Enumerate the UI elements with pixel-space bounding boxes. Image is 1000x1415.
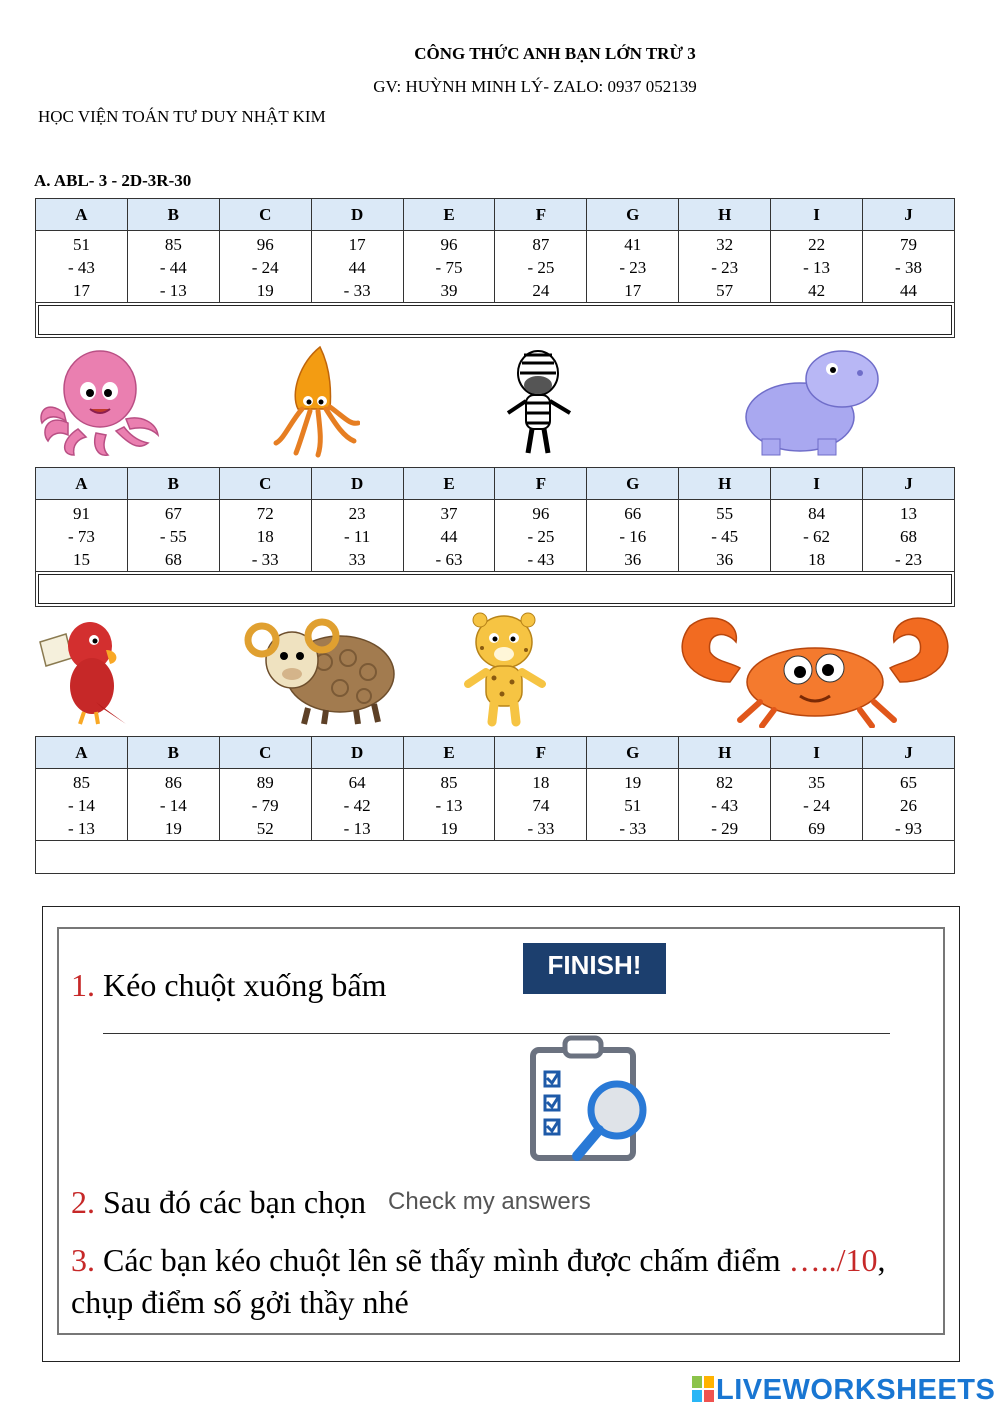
crab-image [670, 612, 960, 728]
number-value: 19 [440, 819, 458, 838]
number-value: - 33 [251, 550, 279, 569]
number-value: - 13 [159, 281, 187, 300]
number-value: 72 [256, 504, 274, 523]
column-header-d: D [311, 737, 403, 769]
number-value: 68 [900, 527, 917, 546]
exercise-table-3 [35, 736, 955, 874]
number-value: - 42 [343, 796, 371, 815]
number-value: 18 [532, 773, 550, 792]
number-cell-f [495, 231, 587, 303]
number-value: 19 [624, 773, 642, 792]
number-value: - 75 [435, 258, 463, 277]
number-value: 32 [716, 235, 734, 254]
number-value: - 24 [251, 258, 279, 277]
number-cell-b [127, 231, 219, 303]
clipboard-check-icon [525, 1032, 655, 1167]
number-value: 96 [532, 504, 550, 523]
number-value: - 25 [527, 258, 555, 277]
number-value: 52 [256, 819, 274, 838]
number-value: - 13 [435, 796, 463, 815]
number-value: 26 [900, 796, 917, 815]
number-value: 24 [532, 281, 550, 300]
school-name: HỌC VIỆN TOÁN TƯ DUY NHẬT KIM [38, 107, 326, 126]
step-2-number: 2. [71, 1184, 95, 1220]
column-header-e: E [403, 199, 495, 231]
number-value: - 23 [619, 258, 647, 277]
answer-input-1[interactable] [38, 305, 952, 335]
column-header-h: H [679, 199, 771, 231]
column-header-b: B [127, 199, 219, 231]
step-2-text: Sau đó các bạn chọn [103, 1184, 367, 1220]
column-header-f: F [495, 737, 587, 769]
number-value: 85 [72, 773, 90, 792]
step-3-text: Các bạn kéo chuột lên sẽ thấy mình được chấm điểm [103, 1242, 781, 1278]
number-value: - 23 [895, 550, 922, 569]
number-cell-a [36, 231, 128, 303]
number-cell-c [219, 769, 311, 841]
step-1-number: 1. [71, 967, 95, 1003]
number-cell-f [495, 500, 587, 572]
number-value: 23 [348, 504, 366, 523]
number-value: 39 [440, 281, 458, 300]
number-cell-j [863, 231, 955, 303]
number-value: - 73 [67, 527, 95, 546]
column-header-i: I [771, 737, 863, 769]
number-value: 51 [72, 235, 90, 254]
number-value: 91 [72, 504, 90, 523]
number-value: 36 [624, 550, 642, 569]
number-value: 15 [72, 550, 90, 569]
number-cell-c [219, 500, 311, 572]
squid-image [270, 343, 360, 459]
page-title: CÔNG THỨC ANH BẠN LỚN TRỪ 3 [414, 44, 696, 63]
number-value: 37 [440, 504, 458, 523]
number-value: - 79 [251, 796, 279, 815]
number-value: - 23 [711, 258, 739, 277]
column-header-c: C [219, 737, 311, 769]
number-cell-i [771, 231, 863, 303]
number-value: - 33 [619, 819, 647, 838]
answer-input-2[interactable] [38, 574, 952, 604]
number-value: - 62 [803, 527, 831, 546]
number-value: 44 [900, 281, 917, 300]
step-1-text: Kéo chuột xuống bấm [103, 967, 387, 1003]
number-value: 17 [72, 281, 90, 300]
number-value: - 14 [67, 796, 95, 815]
exercise-table-1 [35, 198, 955, 338]
zebra-image [498, 343, 580, 459]
number-value: - 16 [619, 527, 647, 546]
number-value: 41 [624, 235, 642, 254]
section-heading: A. ABL- 3 - 2D-3R-30 [34, 171, 192, 190]
number-value: - 44 [159, 258, 187, 277]
number-cell-a [36, 769, 128, 841]
number-cell-c [219, 231, 311, 303]
number-cell-h [679, 231, 771, 303]
ram-image [244, 612, 396, 728]
column-header-d: D [311, 468, 403, 500]
number-value: - 33 [527, 819, 555, 838]
number-cell-b [127, 769, 219, 841]
column-header-d: D [311, 199, 403, 231]
column-header-a: A [36, 737, 128, 769]
step-3-number: 3. [71, 1242, 95, 1278]
number-cell-h [679, 500, 771, 572]
number-value: 17 [624, 281, 642, 300]
instruction-panel [42, 906, 960, 1362]
number-value: - 24 [803, 796, 831, 815]
number-value: 64 [348, 773, 366, 792]
column-header-j: J [863, 199, 955, 231]
number-cell-i [771, 769, 863, 841]
number-value: 19 [256, 281, 274, 300]
number-value: 69 [808, 819, 826, 838]
number-value: 55 [716, 504, 734, 523]
column-header-e: E [403, 468, 495, 500]
number-value: 19 [164, 819, 182, 838]
column-header-j: J [863, 737, 955, 769]
number-value: - 43 [67, 258, 95, 277]
number-value: 36 [716, 550, 734, 569]
column-header-b: B [127, 468, 219, 500]
column-header-b: B [127, 737, 219, 769]
number-value: - 13 [67, 819, 95, 838]
step-3-text-end: , chụp điểm số gởi thầy nhé [71, 1242, 886, 1320]
number-cell-i [771, 500, 863, 572]
number-value: 79 [900, 235, 917, 254]
instruction-inner-box [57, 927, 945, 1335]
column-header-h: H [679, 468, 771, 500]
number-value: 18 [808, 550, 826, 569]
number-value: 57 [716, 281, 734, 300]
number-value: - 43 [711, 796, 739, 815]
column-header-e: E [403, 737, 495, 769]
column-header-g: G [587, 468, 679, 500]
number-value: - 43 [527, 550, 555, 569]
column-header-i: I [771, 199, 863, 231]
number-value: 85 [164, 235, 182, 254]
number-cell-a [36, 500, 128, 572]
liveworksheets-brand: LIVEWORKSHEETS [716, 1374, 996, 1406]
column-header-c: C [219, 199, 311, 231]
number-value: 51 [624, 796, 642, 815]
number-value: 74 [532, 796, 550, 815]
finish-button[interactable]: FINISH! [523, 943, 666, 994]
number-value: - 14 [159, 796, 187, 815]
step-1 [71, 967, 387, 1004]
number-value: 35 [808, 773, 826, 792]
column-header-j: J [863, 468, 955, 500]
number-cell-h [679, 769, 771, 841]
number-value: 84 [808, 504, 826, 523]
parrot-image [36, 612, 130, 728]
number-cell-e [403, 769, 495, 841]
number-value: 33 [348, 550, 366, 569]
octopus-image [38, 343, 162, 459]
number-cell-j [863, 500, 955, 572]
number-value: - 29 [711, 819, 739, 838]
number-cell-d [311, 231, 403, 303]
number-value: 66 [624, 504, 642, 523]
column-header-f: F [495, 199, 587, 231]
column-header-f: F [495, 468, 587, 500]
number-cell-f [495, 769, 587, 841]
number-value: 96 [256, 235, 274, 254]
number-cell-d [311, 769, 403, 841]
number-value: - 45 [711, 527, 739, 546]
number-value: 44 [348, 258, 366, 277]
number-value: 89 [256, 773, 274, 792]
number-value: 68 [164, 550, 182, 569]
number-value: - 63 [435, 550, 463, 569]
number-value: 42 [808, 281, 826, 300]
number-value: - 55 [159, 527, 187, 546]
column-header-g: G [587, 199, 679, 231]
number-value: 22 [808, 235, 826, 254]
number-value: 96 [440, 235, 458, 254]
number-cell-e [403, 500, 495, 572]
column-header-i: I [771, 468, 863, 500]
number-value: - 33 [343, 281, 371, 300]
number-value: - 93 [895, 819, 922, 838]
hippo-image [742, 343, 882, 459]
column-header-a: A [36, 468, 128, 500]
liveworksheets-logo-icon [692, 1376, 714, 1402]
number-value: - 11 [343, 527, 371, 546]
divider [103, 1033, 890, 1034]
number-value: 82 [716, 773, 734, 792]
number-value: 65 [900, 773, 917, 792]
number-value: - 25 [527, 527, 555, 546]
number-value: - 13 [343, 819, 371, 838]
number-value: 86 [164, 773, 182, 792]
number-value: 87 [532, 235, 550, 254]
answer-input-3[interactable] [38, 843, 952, 871]
step-3 [71, 1239, 931, 1323]
number-cell-j [863, 769, 955, 841]
number-value: 44 [440, 527, 458, 546]
step-2 [71, 1184, 591, 1221]
number-value: 67 [164, 504, 182, 523]
number-cell-g [587, 500, 679, 572]
number-cell-g [587, 231, 679, 303]
check-answers-button[interactable]: Check my answers [388, 1188, 591, 1215]
number-value: 17 [348, 235, 366, 254]
number-cell-e [403, 231, 495, 303]
number-value: - 38 [895, 258, 922, 277]
column-header-h: H [679, 737, 771, 769]
number-value: - 13 [803, 258, 831, 277]
number-value: 85 [440, 773, 458, 792]
number-cell-d [311, 500, 403, 572]
column-header-a: A [36, 199, 128, 231]
exercise-table-2 [35, 467, 955, 607]
number-cell-b [127, 500, 219, 572]
score-placeholder: …../10 [788, 1242, 878, 1278]
number-value: 13 [900, 504, 917, 523]
leopard-image [462, 612, 548, 728]
teacher-line: GV: HUỲNH MINH LÝ- ZALO: 0937 052139 [373, 77, 697, 96]
number-cell-g [587, 769, 679, 841]
column-header-c: C [219, 468, 311, 500]
number-value: 18 [256, 527, 274, 546]
column-header-g: G [587, 737, 679, 769]
